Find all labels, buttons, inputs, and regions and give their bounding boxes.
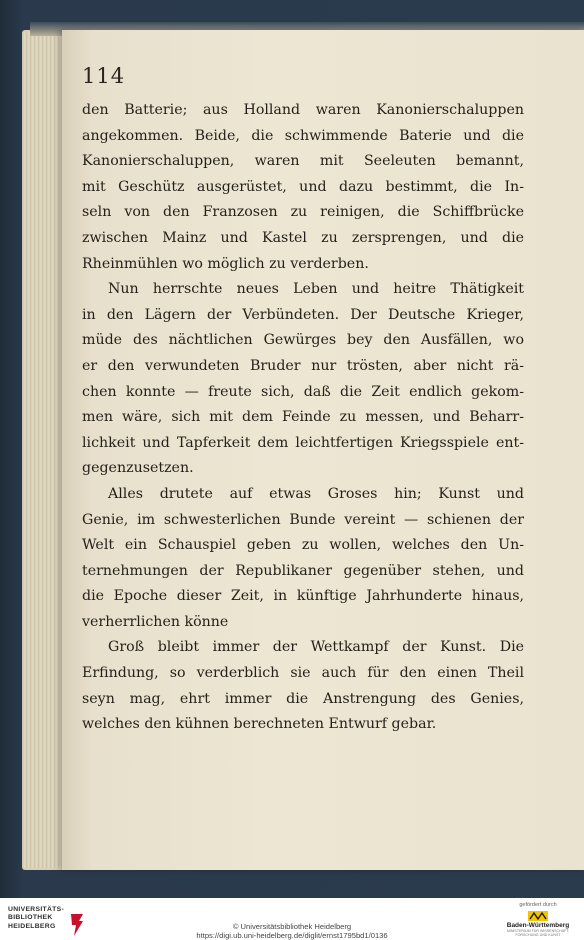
text-line: ternehmungen der Republikaner gegenüber stehen, und — [82, 562, 524, 579]
library-logo-line: BIBLIOTHEK — [8, 914, 53, 922]
text-line: den Batterie; aus Holland waren Kanonierschaluppen — [82, 102, 524, 118]
text-line: Rheinmühlen wo möglich zu verderben. — [82, 255, 369, 272]
text-line: men wäre, sich mit dem Feinde zu messen, und Beharr- — [82, 409, 524, 426]
text-line: welches den kühnen berechneten Entwurf gebar. — [82, 716, 437, 733]
text-line: mit Geschütz ausgerüstet, und dazu bestimmt, die In- — [82, 178, 524, 195]
text-line: Erfindung, so verderblich sie auch für den einen Theil — [82, 665, 524, 682]
permalink-url[interactable]: https://digi.ub.uni-heidelberg.de/diglit/ernst1795bd1/0136 — [196, 930, 388, 940]
text-line: er den verwundeten Bruder nur trösten, aber nicht rä- — [82, 357, 524, 374]
text-line: Genie, im schwesterlichen Bunde vereint — schienen der — [82, 511, 524, 528]
funder-state: Baden-Württemberg — [506, 922, 570, 929]
text-line: Alles drutete auf etwas Groses hin; Kunst und — [108, 485, 524, 502]
text-line: seln von den Franzosen zu reinigen, die Schiffbrücke — [82, 204, 524, 221]
text-line: lichkeit und Tapferkeit dem leichtfertigen Kriegsspiele ent- — [82, 434, 524, 451]
library-logo-line: UNIVERSITÄTS- — [8, 906, 65, 913]
text-line: Welt ein Schauspiel geben zu wollen, welches den Un- — [82, 537, 524, 554]
funder-ministry: MINISTERIUM FÜR WISSENSCHAFT, FORSCHUNG UND KUNST — [506, 929, 570, 937]
text-line: verherrlichen könne — [82, 613, 229, 630]
text-line: in den Lägern der Verbündeten. Der Deutsche Krieger, — [82, 306, 524, 323]
text-line: seyn mag, ehrt immer die Anstrengung des Genies, — [82, 690, 524, 707]
copyright-notice — [0, 923, 584, 940]
text-line: chen konnte — freute sich, daß die Zeit endlich gekom- — [82, 383, 524, 400]
footer — [0, 898, 584, 940]
text-line: die Epoche dieser Zeit, in künftige Jahrhunderte hinaus, — [82, 588, 524, 605]
state-crest-icon — [527, 910, 549, 922]
text-line: müde des nächtlichen Gewürges bey den Ausfällen, wo — [82, 332, 524, 349]
funder-logo[interactable] — [498, 902, 578, 937]
text-line: Nun herrschte neues Leben und heitre Thätigkeit — [108, 281, 524, 298]
text-line: gegenzusetzen. — [82, 460, 194, 477]
funder-label: gefördert durch — [519, 902, 557, 908]
page-text — [82, 98, 524, 738]
text-line: angekommen. Beide, die schwimmende Baterie und die — [82, 127, 524, 144]
page-number: 114 — [82, 64, 126, 88]
text-line: Groß bleibt immer der Wettkampf der Kunst. Die — [108, 639, 524, 656]
copyright-text: © Universitätsbibliothek Heidelberg — [232, 922, 352, 931]
text-line: zwischen Mainz und Kastel zu zersprengen, und die — [82, 229, 524, 246]
library-logo-line: HEIDELBERG — [8, 922, 56, 930]
text-line: Kanonierschaluppen, waren mit Seeleuten bemannt, — [82, 153, 524, 170]
